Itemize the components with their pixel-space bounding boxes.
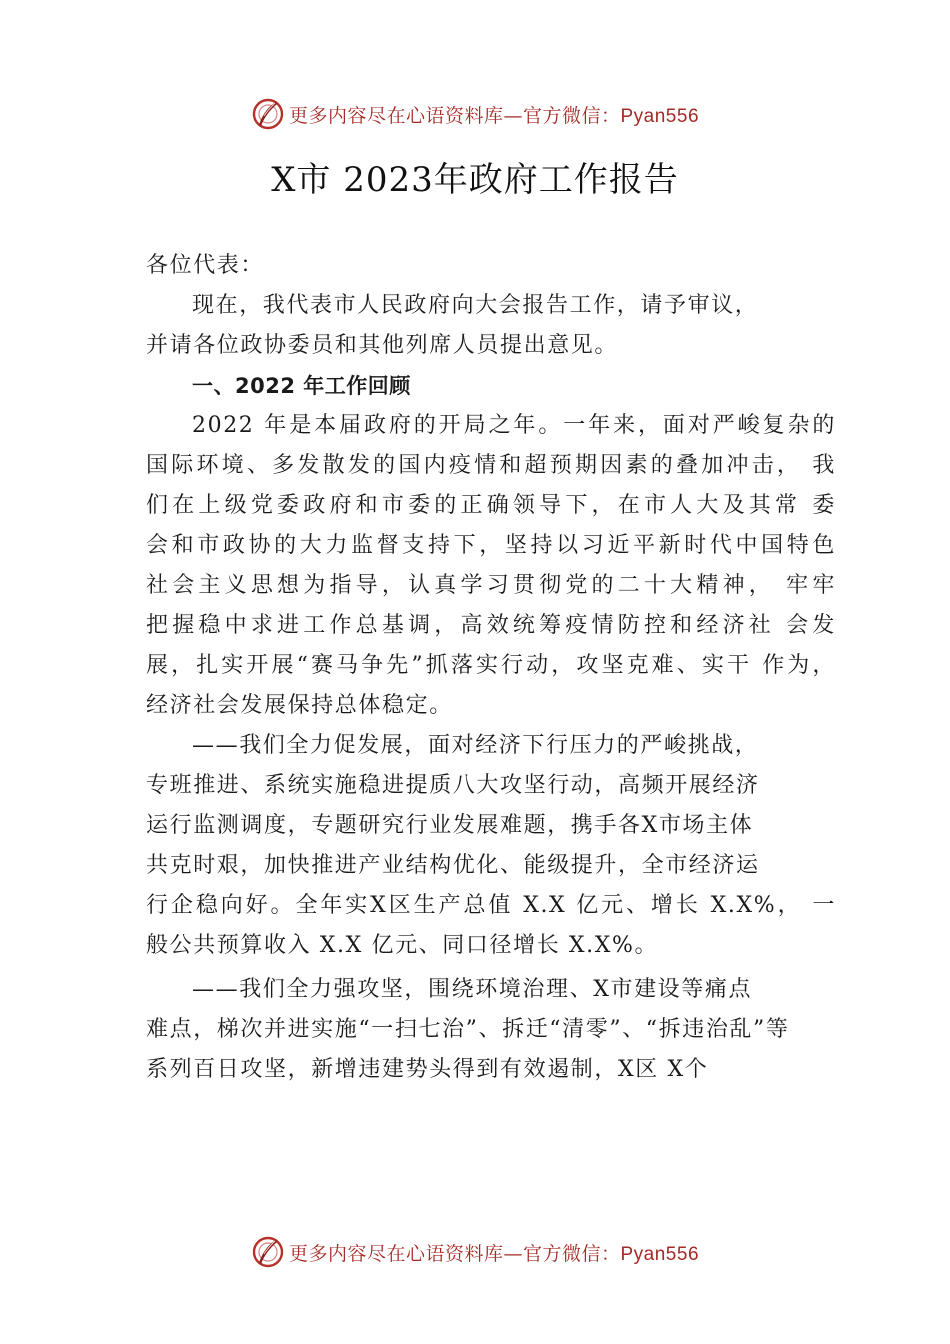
page-title: X市 2023年政府工作报告 <box>271 160 679 200</box>
paragraph-line: 经济社会发展保持总体稳定。 <box>146 693 453 718</box>
watermark-text: 更多内容尽在心语资料库—官方微信：Pyan556 <box>288 1242 700 1265</box>
paragraph-line: ——我们全力促发展，面对经济下行压力的严峻挑战， <box>192 733 759 758</box>
paragraph-line: ——我们全力强攻坚，围绕环境治理、X市建设等痛点 <box>192 977 753 1002</box>
paragraph-line: 难点，梯次并进实施“一扫七治”、拆迁“清零”、“拆违治乱”等 <box>146 1017 790 1042</box>
paragraph-line: 运行监测调度，专题研究行业发展难题，携手各X市场主体 <box>146 813 754 838</box>
paragraph-line: 现在，我代表市人民政府向大会报告工作，请予审议， <box>192 293 759 318</box>
feather-pen-logo-icon <box>251 97 285 131</box>
paragraph-line: 会和市政协的大力监督支持下，坚持以习近平新时代中国特色 <box>146 533 836 558</box>
paragraph-line: 们在上级党委政府和市委的正确领导下，在市人大及其常 委 <box>146 493 836 518</box>
paragraph-line: 般公共预算收入 X.X 亿元、同口径增长 X.X%。 <box>146 933 659 958</box>
wechat-id: Pyan556 <box>620 105 700 127</box>
paragraph-line: 并请各位政协委员和其他列席人员提出意见。 <box>146 333 619 358</box>
paragraph-review <box>146 406 836 726</box>
salutation: 各位代表： <box>146 253 265 278</box>
paragraph-line: 把握稳中求进工作总基调，高效统筹疫情防控和经济社 会发 <box>146 613 836 638</box>
watermark-banner-top <box>0 94 950 134</box>
paragraph-line: 共克时艰，加快推进产业结构优化、能级提升，全市经济运 <box>146 853 760 878</box>
watermark-text: 更多内容尽在心语资料库—官方微信：Pyan556 <box>288 104 700 127</box>
paragraph-line: 2022 年是本届政府的开局之年。一年来，面对严峻复杂的 <box>192 413 836 438</box>
wechat-id: Pyan556 <box>620 1243 700 1265</box>
paragraph-line: 国际环境、多发散发的国内疫情和超预期因素的叠加冲击， 我 <box>146 453 836 478</box>
document-body <box>146 246 836 1090</box>
paragraph-line: 行企稳向好。全年实X区生产总值 X.X 亿元、增长 X.X%， 一 <box>146 893 836 918</box>
feather-pen-logo-icon <box>251 1235 285 1269</box>
section-heading: 一、2022 年工作回顾 <box>192 374 411 398</box>
paragraph-line: 系列百日攻坚，新增违建势头得到有效遏制，X区 X个 <box>146 1057 709 1082</box>
watermark-banner-bottom <box>0 1232 950 1272</box>
paragraph-development <box>146 726 836 966</box>
paragraph-line: 专班推进、系统实施稳进提质八大攻坚行动，高频开展经济 <box>146 773 760 798</box>
paragraph-line: 社会主义思想为指导，认真学习贯彻党的二十大精神， 牢牢 <box>146 573 836 598</box>
paragraph-intro <box>146 286 836 366</box>
paragraph-tackling <box>146 970 836 1090</box>
paragraph-line: 展，扎实开展“赛马争先”抓落实行动，攻坚克难、实干 作为， <box>146 653 836 678</box>
